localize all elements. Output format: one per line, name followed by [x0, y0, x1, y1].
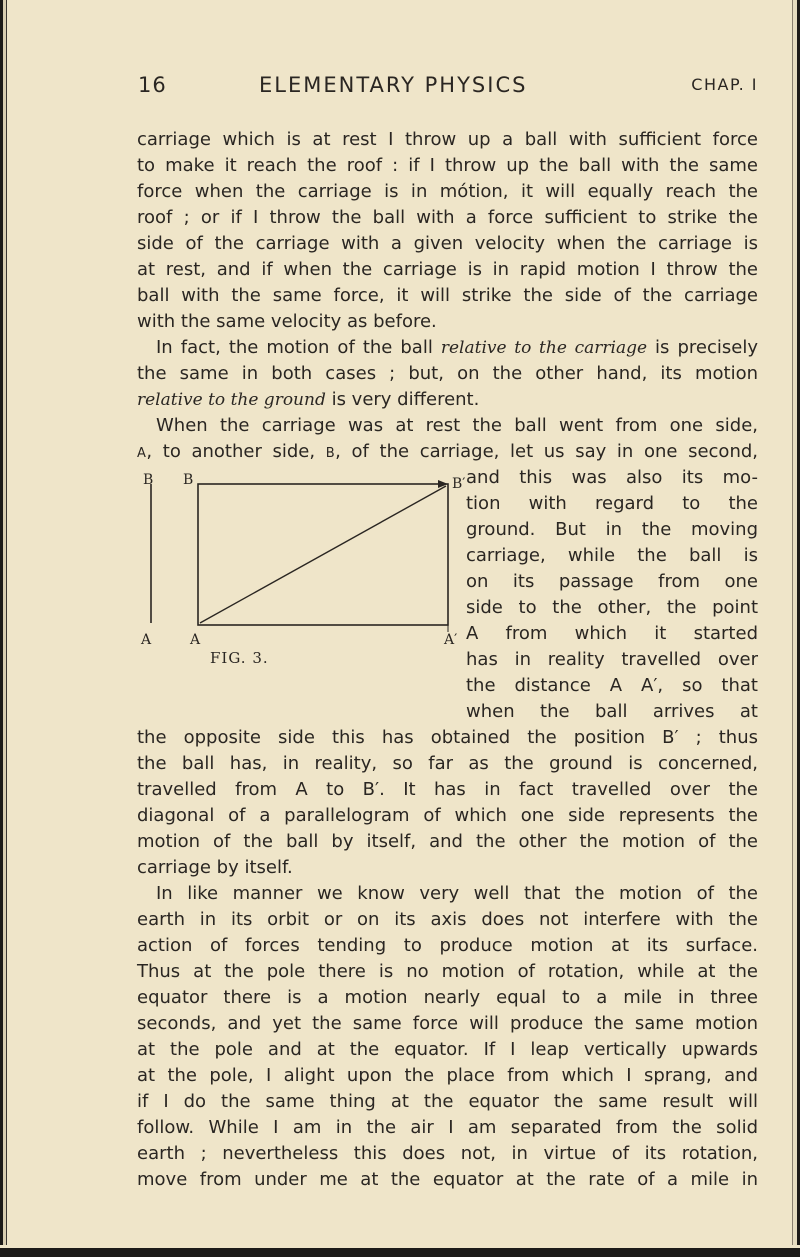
text-line: Thus at the pole there is no motion of rotation, while at the [137, 961, 758, 982]
text-line: side of the carriage with a given velocity when the carriage is [137, 233, 758, 254]
text-line: to make it reach the roof : if I throw up the ball with the same [137, 155, 758, 176]
figure-caption: FIG. 3. [210, 649, 269, 667]
text-line: with the same velocity as before. [137, 311, 437, 332]
text-line: side to the other, the point [466, 597, 758, 618]
label-a-far-left: A [141, 632, 152, 648]
text-line: follow. While I am in the air I am separated from the solid [137, 1117, 758, 1138]
page-right-edge [788, 0, 800, 1257]
page-number: 16 [138, 73, 167, 97]
text-line: motion of the ball by itself, and the other the motion of the [137, 831, 758, 852]
text-line: seconds, and yet the same force will produce the same motion [137, 1013, 758, 1034]
text-line: when the ball arrives at [466, 701, 758, 722]
text-line: has in reality travelled over [466, 649, 758, 670]
text-line: A from which it started [466, 623, 758, 644]
text-line: force when the carriage is in mótion, it will equally reach the [137, 181, 758, 202]
label-b-prime: B′ [452, 476, 466, 492]
label-b-left: B [183, 472, 194, 488]
text-line: on its passage from one [466, 571, 758, 592]
text-line: A, to another side, B, of the carriage, let us say in one second, [137, 441, 758, 462]
running-title: ELEMENTARY PHYSICS [259, 73, 528, 97]
text-line: carriage, while the ball is [466, 545, 758, 566]
chapter-label: CHAP. I [691, 75, 758, 94]
italic-phrase: relative to the ground [137, 390, 326, 410]
parallelogram-figure [138, 470, 468, 680]
text-line: move from under me at the equator at the rate of a mile in [137, 1169, 758, 1190]
text-line: In fact, the motion of the ball relative to the carriage is precisely [156, 337, 758, 358]
label-a-left: A [190, 632, 201, 648]
text-line: the same in both cases ; but, on the other hand, its motion [137, 363, 758, 384]
italic-phrase: relative to the carriage [440, 338, 648, 358]
text-line: at the pole and at the equator. If I leap vertically upwards [137, 1039, 758, 1060]
text-line: roof ; or if I throw the ball with a force sufficient to strike the [137, 207, 758, 228]
figure-3-diagram [138, 470, 468, 680]
text-line: ball with the same force, it will strike the side of the carriage [137, 285, 758, 306]
text-line: at the pole, I alight upon the place from which I sprang, and [137, 1065, 758, 1086]
page-bottom-edge [0, 1245, 800, 1257]
running-header [138, 73, 758, 101]
text-line: at rest, and if when the carriage is in rapid motion I throw the [137, 259, 758, 280]
text-line: the opposite side this has obtained the position B′ ; thus [137, 727, 758, 748]
text-line: ground. But in the moving [466, 519, 758, 540]
text-line: carriage by itself. [137, 857, 293, 878]
text-line: if I do the same thing at the equator the same result will [137, 1091, 758, 1112]
text-line: diagonal of a parallelogram of which one side represents the [137, 805, 758, 826]
label-a-prime: A′ [444, 632, 458, 648]
text-line: In like manner we know very well that the motion of the [156, 883, 758, 904]
text-line: carriage which is at rest I throw up a ball with sufficient force [137, 129, 758, 150]
text-line: earth ; nevertheless this does not, in virtue of its rotation, [137, 1143, 758, 1164]
text-line: action of forces tending to produce motion at its surface. [137, 935, 758, 956]
text-line: When the carriage was at rest the ball went from one side, [156, 415, 758, 436]
text-line: tion with regard to the [466, 493, 758, 514]
text-line: and this was also its mo- [466, 467, 758, 488]
text-line: the ball has, in reality, so far as the ground is concerned, [137, 753, 758, 774]
text-line: the distance A A′, so that [466, 675, 758, 696]
text-line: relative to the ground is very different. [137, 389, 480, 410]
text-line: earth in its orbit or on its axis does not interfere with the [137, 909, 758, 930]
book-spine-edge [0, 0, 14, 1257]
text-line: equator there is a motion nearly equal to a mile in three [137, 987, 758, 1008]
label-b-far-left: B [143, 472, 154, 488]
text-line: travelled from A to B′. It has in fact travelled over the [137, 779, 758, 800]
